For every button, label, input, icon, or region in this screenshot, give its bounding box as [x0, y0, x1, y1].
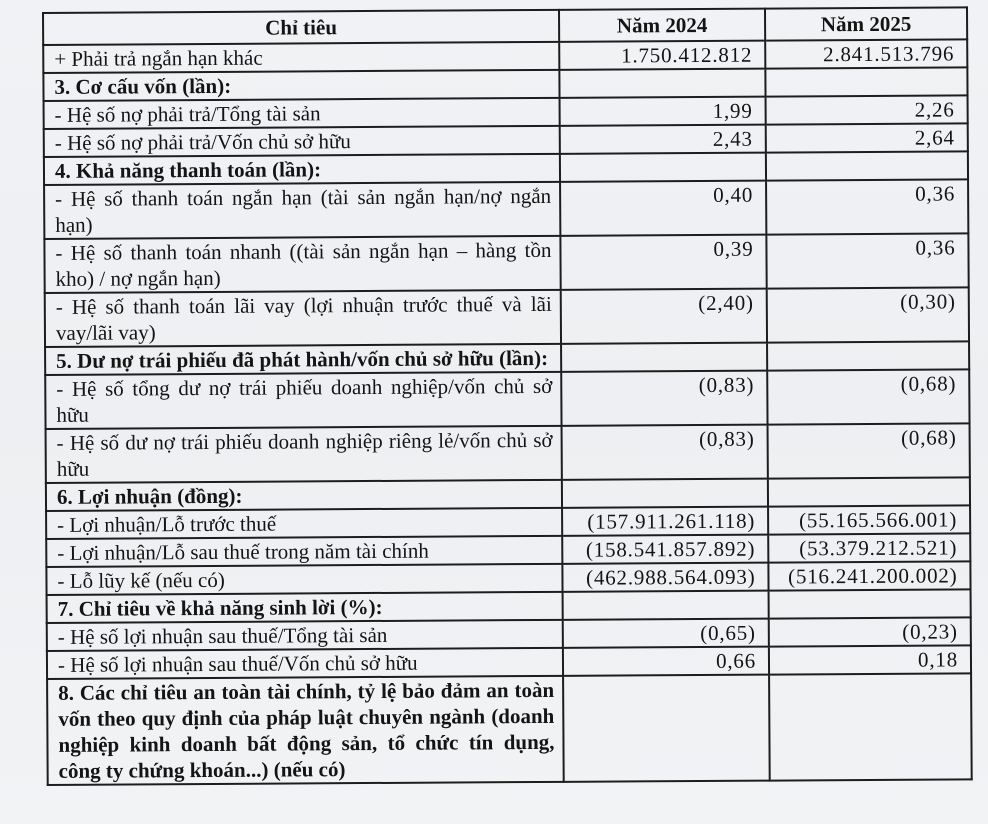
value-2025-cell: (516.241.200.002)	[768, 561, 970, 590]
value-2025-cell: (0,68)	[768, 423, 970, 478]
value-2025-cell	[766, 151, 968, 180]
indicator-label-cell: - Lỗ lũy kế (nếu có)	[46, 564, 562, 595]
value-2024-cell: (0,65)	[563, 619, 769, 648]
value-2024-cell: 0,40	[560, 181, 766, 236]
value-2025-cell: 2,26	[766, 95, 968, 124]
indicator-label-cell: + Phải trả ngắn hạn khác	[43, 42, 559, 73]
value-2025-cell: 2.841.513.796	[765, 39, 967, 68]
value-2025-cell: (0,30)	[767, 287, 969, 342]
value-2024-cell	[560, 153, 766, 182]
value-2024-cell	[562, 479, 768, 508]
table-row	[45, 369, 969, 429]
table-row	[47, 673, 972, 785]
value-2024-cell: (157.911.261.118)	[562, 507, 768, 536]
indicator-label-cell: 8. Các chỉ tiêu an toàn tài chính, tỷ lệ bảo đảm an toàn vốn theo quy định của pháp luật chuyên ngành (doanh nghiệp kinh doanh bất động sản, tổ chức tín dụng, công ty chứng khoán...) (nếu có)	[47, 676, 564, 785]
indicator-label-cell: - Hệ số dư nợ trái phiếu doanh nghiệp riêng lẻ/vốn chủ sở hữu	[46, 426, 562, 483]
value-2025-cell: (55.165.566.001)	[768, 505, 970, 534]
column-header-year-2024: Năm 2024	[559, 9, 765, 42]
value-2024-cell: 0,66	[563, 647, 769, 676]
value-2025-cell	[765, 67, 967, 96]
value-2025-cell: (53.379.212.521)	[768, 533, 970, 562]
indicator-label-cell: - Hệ số thanh toán lãi vay (lợi nhuận trước thuế và lãi vay/lãi vay)	[45, 290, 561, 347]
indicator-label-cell: - Hệ số lợi nhuận sau thuế/Vốn chủ sở hữu	[47, 648, 563, 679]
indicator-label-cell: - Hệ số tổng dư nợ trái phiếu doanh nghiệp/vốn chủ sở hữu	[45, 372, 561, 429]
indicator-label-cell: - Hệ số thanh toán ngắn hạn (tài sản ngắn hạn/nợ ngắn hạn)	[44, 182, 560, 239]
value-2025-cell: (0,23)	[769, 617, 971, 646]
indicator-label-cell: 5. Dư nợ trái phiếu đã phát hành/vốn chủ sở hữu (lần):	[45, 344, 561, 375]
value-2025-cell: 0,36	[766, 233, 968, 288]
value-2025-cell	[769, 673, 972, 780]
value-2024-cell: 0,39	[560, 235, 766, 290]
financial-indicators-table	[42, 6, 973, 786]
value-2025-cell	[767, 341, 969, 370]
value-2025-cell	[769, 589, 971, 618]
value-2024-cell: (0,83)	[562, 425, 768, 480]
table-row	[45, 287, 969, 347]
value-2025-cell: (0,68)	[767, 369, 969, 424]
value-2024-cell	[561, 343, 767, 372]
table-row	[44, 233, 968, 293]
value-2025-cell: 0,18	[769, 645, 971, 674]
indicator-label-cell: 6. Lợi nhuận (đồng):	[46, 480, 562, 511]
value-2025-cell: 2,64	[766, 123, 968, 152]
table-row	[44, 179, 968, 239]
value-2024-cell: (0,83)	[561, 371, 767, 426]
value-2024-cell: 1,99	[560, 97, 766, 126]
indicator-label-cell: - Hệ số nợ phải trả/Vốn chủ sở hữu	[44, 126, 560, 157]
value-2025-cell: 0,36	[766, 179, 968, 234]
indicator-label-cell: 3. Cơ cấu vốn (lần):	[43, 70, 559, 101]
value-2024-cell: (158.541.857.892)	[562, 535, 768, 564]
value-2025-cell	[768, 477, 970, 506]
indicator-label-cell: 7. Chỉ tiêu về khả năng sinh lời (%):	[47, 592, 563, 623]
table-body	[43, 39, 972, 785]
value-2024-cell	[559, 69, 765, 98]
indicator-label-cell: - Hệ số lợi nhuận sau thuế/Tổng tài sản	[47, 620, 563, 651]
value-2024-cell: 2,43	[560, 125, 766, 154]
column-header-indicator: Chỉ tiêu	[43, 10, 559, 45]
indicator-label-cell: - Lợi nhuận/Lỗ sau thuế trong năm tài chính	[46, 536, 562, 567]
column-header-year-2025: Năm 2025	[765, 7, 967, 40]
indicator-label-cell: - Hệ số nợ phải trả/Tổng tài sản	[44, 98, 560, 129]
indicator-label-cell: - Hệ số thanh toán nhanh ((tài sản ngắn hạn – hàng tồn kho) / nợ ngắn hạn)	[44, 236, 560, 293]
value-2024-cell: 1.750.412.812	[559, 41, 765, 70]
value-2024-cell: (462.988.564.093)	[562, 563, 768, 592]
value-2024-cell	[563, 675, 770, 782]
indicator-label-cell: 4. Khả năng thanh toán (lần):	[44, 154, 560, 185]
table-row	[46, 423, 970, 483]
value-2024-cell	[563, 591, 769, 620]
value-2024-cell: (2,40)	[561, 289, 767, 344]
indicator-label-cell: - Lợi nhuận/Lỗ trước thuế	[46, 508, 562, 539]
